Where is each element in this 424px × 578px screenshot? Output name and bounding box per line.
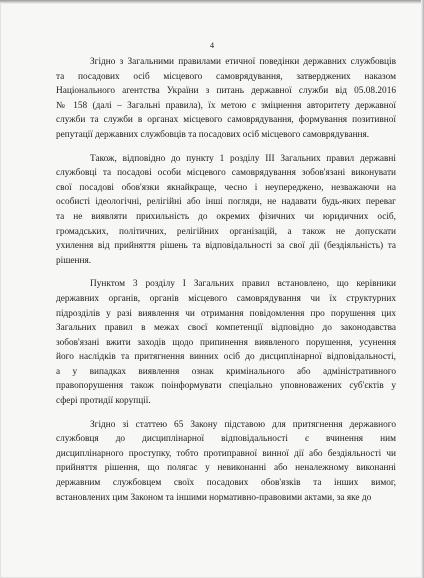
text-line: підрозділів у разі виявлення чи отримання повідомлення про порушення цих — [56, 308, 396, 319]
text-line: а у випадках виявлення ознак кримінального або адміністративного — [56, 366, 396, 377]
text-line: державним службовцем своїх посадових обов'язків та інших вимог, — [56, 478, 396, 489]
text-line: особисті ідеологічні, релігійні або інші погляди, не надавати будь-яких переваг — [56, 197, 396, 208]
scan-edge-top — [0, 0, 424, 4]
text-line: та не виявляти прихильність до окремих фізичних чи юридичних осіб, — [56, 211, 396, 222]
text-line: Пунктом 3 розділу І Загальних правил встановлено, що керівники — [90, 279, 396, 290]
text-line: сфері протидії корупції. — [56, 396, 151, 407]
text-line: встановлених цим Законом та іншими нормативно-правовими актами, за яке до — [56, 492, 372, 503]
text-line: служби та служби в органах місцевого самоврядування, формування позитивної — [56, 115, 396, 126]
text-line: дисциплінарного проступку, тобто протиправної винної дії або бездіяльності чи — [56, 448, 396, 459]
text-line: його наслідків та притягнення винних осіб до дисциплінарної відповідальності, — [56, 352, 396, 363]
page-number: 4 — [209, 40, 215, 50]
text-line: рішення. — [56, 255, 92, 266]
paragraph-1 — [56, 55, 396, 143]
text-line: Згідно з Загальними правилами етичної поведінки державних службовців — [90, 57, 396, 67]
paragraph-2 — [56, 152, 396, 269]
text-line: та посадових осіб місцевого самоврядування, затверджених наказом — [56, 71, 396, 82]
text-line: ухилення від прийняття рішень та відповідальності за свої дії (бездіяльність) та — [56, 241, 396, 252]
text-line: № 158 (далі – Загальні правила), їх метою є зміцнення авторитету державної — [56, 100, 396, 111]
paragraph-4 — [56, 418, 396, 506]
text-line: Національного агентства України з питань державної служби від 05.08.2016 — [56, 86, 396, 97]
text-line: зобов'язані вжити заходів щодо припинення виявленого порушення, усунення — [56, 337, 396, 348]
text-line: державних органів, органів місцевого самоврядування чи їх структурних — [56, 293, 396, 304]
text-line: Загальних правил в межах своєї компетенції відповідно до законодавства — [56, 323, 396, 334]
text-line: прийняття рішення, що полягає у невиконанні або неналежному виконанні — [56, 463, 396, 474]
text-line: Також, відповідно до пункту 1 розділу ІІІ Загальних правил державні — [90, 153, 396, 164]
paragraph-3 — [56, 277, 396, 408]
document-body — [56, 55, 396, 514]
text-line: службовці та посадові особи місцевого самоврядування зобов'язані виконувати — [56, 168, 396, 179]
text-line: репутації державних службовців та посадових осіб місцевого самоврядування. — [56, 129, 370, 140]
text-line: правопорушення також поінформувати спеціально уповноважених суб'єктів у — [56, 381, 396, 392]
text-line: службовця до дисциплінарної відповідальності є вчинення ним — [56, 434, 396, 445]
text-line: Згідно зі статтею 65 Закону підставою для притягнення державного — [90, 419, 396, 430]
text-line: свої посадові обов'язки якнайкраще, чесно і неупереджено, незважаючи на — [56, 182, 396, 193]
text-line: громадських, політичних, релігійних організацій, а також не допускати — [56, 226, 396, 237]
